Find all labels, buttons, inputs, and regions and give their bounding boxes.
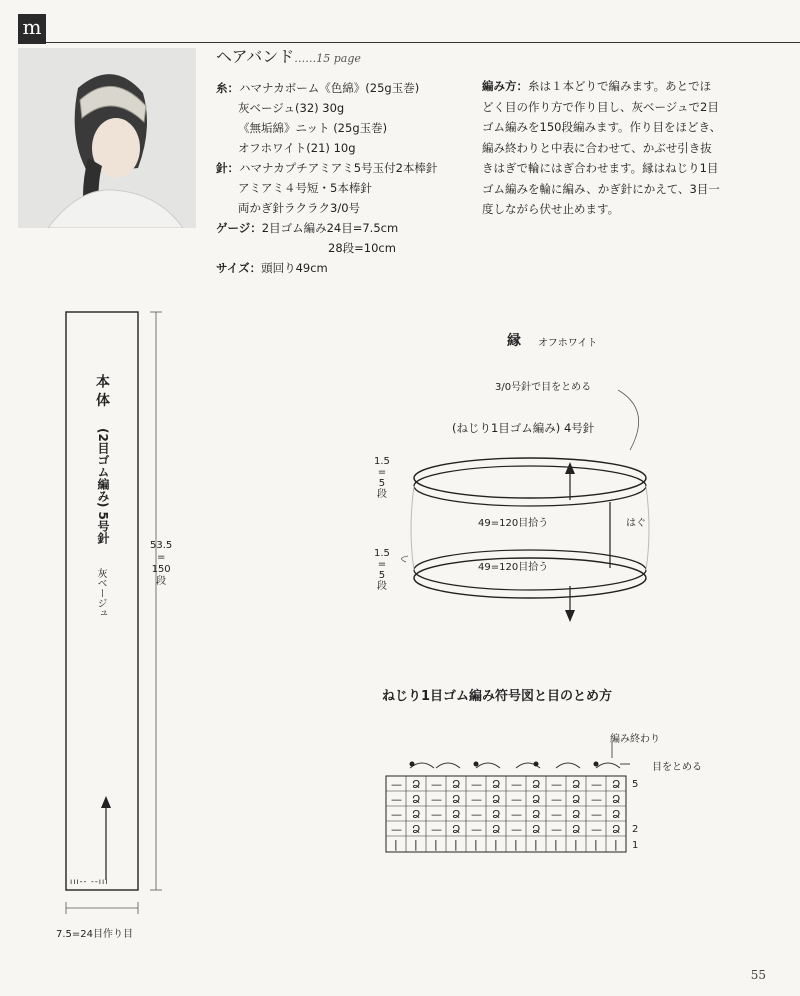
stitch-chart <box>380 740 660 860</box>
edge-stitch-label: (ねじり1目ゴム編み) 4号針 <box>452 421 595 435</box>
leader-line <box>618 390 639 450</box>
svg-text:Ձ: Ձ <box>572 823 581 836</box>
gauge-label: ゲージ： <box>216 221 262 235</box>
bottom-band-unit: 段 <box>376 581 387 592</box>
svg-text:Ձ: Ձ <box>412 808 421 821</box>
svg-text:—: — <box>431 808 442 821</box>
pickup-top-label: 49=120目拾う <box>478 518 549 529</box>
page-number: 55 <box>750 968 766 982</box>
svg-text:|: | <box>614 838 618 851</box>
svg-text:Ձ: Ձ <box>532 808 541 821</box>
top-band-cm: 1.5 <box>374 456 390 467</box>
header-rule <box>46 42 800 43</box>
svg-text:—: — <box>471 808 482 821</box>
svg-text:—: — <box>431 823 442 836</box>
body-height-label <box>150 540 172 588</box>
yarn-line-1: ハマナカボーム《色綿》(25g玉巻) <box>239 81 420 95</box>
svg-text:—: — <box>591 793 602 806</box>
bottom-band-dimension <box>374 548 390 592</box>
svg-text:—: — <box>551 793 562 806</box>
edge-title: 縁 <box>507 333 521 349</box>
size-value: 頭回り49cm <box>261 261 328 275</box>
svg-text:Ձ: Ձ <box>412 793 421 806</box>
svg-text:|: | <box>554 838 558 851</box>
yarn-line-4: オフホワイト(21) 10g <box>238 141 356 155</box>
top-band-rows: 5 <box>378 478 386 489</box>
svg-text:Ձ: Ձ <box>492 793 501 806</box>
yarn-line-2: 灰ベージュ(32) 30g <box>238 101 345 115</box>
top-band-outer <box>414 458 646 498</box>
svg-text:|: | <box>454 838 458 851</box>
svg-text:—: — <box>551 808 562 821</box>
svg-text:|: | <box>474 838 478 851</box>
svg-text:Ձ: Ձ <box>412 778 421 791</box>
svg-text:Ձ: Ձ <box>452 793 461 806</box>
body-height-cm: 53.5 <box>150 540 173 551</box>
svg-text:Ձ: Ձ <box>532 823 541 836</box>
spec-block <box>216 78 437 278</box>
svg-text:—: — <box>391 823 402 836</box>
svg-text:|: | <box>534 838 538 851</box>
svg-text:Ձ: Ձ <box>492 823 501 836</box>
method-text: 糸は１本どりで編みます。あとでほどく目の作り方で作り目し、灰ベージュで2目ゴム編みを150段編みます。作り目をほどき、編み終わりと中表に合わせて、かぶせ引き抜きはぎで輪にはぎ合わせます。縁はねじり1目ゴム編みを輪に編み、かぎ針にかえて、3目一度しながら伏せ止めます。 <box>482 79 722 216</box>
section-badge: m <box>18 14 46 44</box>
svg-text:Ձ: Ձ <box>452 778 461 791</box>
svg-text:Ձ: Ձ <box>572 808 581 821</box>
chart-row-label-5: 5 <box>632 779 639 790</box>
svg-text:Ձ: Ձ <box>572 793 581 806</box>
svg-text:|: | <box>514 838 518 851</box>
bottom-band-eq: = <box>377 559 387 570</box>
body-subtitle: (2目ゴム編み) 5号針 <box>96 428 110 544</box>
method-block <box>482 76 722 220</box>
needle-label: 針： <box>216 161 239 175</box>
svg-text:Ձ: Ձ <box>532 793 541 806</box>
svg-text:Ձ: Ձ <box>532 778 541 791</box>
top-band-inner <box>414 466 646 506</box>
photo-illustration <box>18 48 196 228</box>
chart-title: ねじり1目ゴム編み符号図と目のとめ方 <box>382 689 613 704</box>
svg-text:—: — <box>391 808 402 821</box>
svg-text:—: — <box>511 793 522 806</box>
cast-on-marker: ııı-- --ııı <box>70 877 109 886</box>
needle-line-1: ハマナカプチアミアミ5号玉付2本棒針 <box>239 161 438 175</box>
method-label: 編み方： <box>482 79 528 93</box>
yarn-line-3: 《無垢綿》ニット (25g玉巻) <box>238 121 388 135</box>
svg-text:—: — <box>591 808 602 821</box>
svg-text:Ձ: Ձ <box>492 808 501 821</box>
needle-line-3: 両かぎ針ラクラク3/0号 <box>238 201 361 215</box>
body-rows-unit: 段 <box>156 576 167 587</box>
svg-text:—: — <box>431 778 442 791</box>
svg-text:|: | <box>394 838 398 851</box>
top-band-eq: = <box>377 467 387 478</box>
svg-text:—: — <box>591 823 602 836</box>
svg-text:|: | <box>594 838 598 851</box>
svg-text:Ձ: Ձ <box>612 808 621 821</box>
chart-grid-lines <box>386 776 626 852</box>
svg-text:—: — <box>591 778 602 791</box>
body-color: 灰ベージュ <box>95 568 106 618</box>
svg-text:—: — <box>551 778 562 791</box>
bind-off-symbols <box>410 742 631 768</box>
page-reference: ……15 page <box>294 52 361 65</box>
svg-text:|: | <box>434 838 438 851</box>
edge-diagram <box>360 390 660 630</box>
svg-text:Ձ: Ձ <box>612 793 621 806</box>
model-photo <box>18 48 196 228</box>
svg-text:Ձ: Ձ <box>612 778 621 791</box>
seam-label: はぐ <box>626 518 646 529</box>
svg-text:—: — <box>471 823 482 836</box>
gauge-line-1: 2目ゴム編み24目=7.5cm <box>261 221 399 235</box>
svg-text:Ձ: Ձ <box>612 823 621 836</box>
pickup-bottom-label: 49=120目拾う <box>478 562 549 573</box>
svg-text:|: | <box>414 838 418 851</box>
cast-on-label: 7.5=24目作り目 <box>56 929 134 940</box>
svg-text:—: — <box>551 823 562 836</box>
bottom-band-cm: 1.5 <box>374 548 390 559</box>
body-height-eq: = <box>156 552 166 563</box>
size-label: サイズ： <box>216 261 262 275</box>
needle-line-2: アミアミ４号短・5本棒針 <box>238 181 372 195</box>
svg-text:—: — <box>511 808 522 821</box>
chart-row-label-2: 2 <box>632 824 639 835</box>
svg-text:—: — <box>511 778 522 791</box>
body-title: 本 体 <box>94 374 110 407</box>
svg-text:—: — <box>391 793 402 806</box>
svg-text:—: — <box>391 778 402 791</box>
svg-text:Ձ: Ձ <box>412 823 421 836</box>
svg-text:Ձ: Ձ <box>452 823 461 836</box>
top-band-unit: 段 <box>376 489 387 500</box>
edge-bind-off-label: 3/0号針で目をとめる <box>495 382 592 393</box>
svg-text:Ձ: Ձ <box>452 808 461 821</box>
top-band-dimension <box>374 456 390 500</box>
edge-color: オフホワイト <box>538 338 598 349</box>
svg-text:—: — <box>511 823 522 836</box>
svg-text:|: | <box>494 838 498 851</box>
gauge-line-2: 28段=10cm <box>328 241 396 255</box>
chart-end-label: 編み終わり <box>610 734 660 745</box>
yarn-label: 糸： <box>216 81 239 95</box>
svg-text:Ձ: Ձ <box>492 778 501 791</box>
svg-text:—: — <box>471 793 482 806</box>
svg-text:—: — <box>431 793 442 806</box>
chart-bind-label: 目をとめる <box>652 762 702 773</box>
bottom-band-rows: 5 <box>378 570 386 581</box>
body-height-rows: 150 <box>151 564 171 575</box>
svg-text:|: | <box>574 838 578 851</box>
svg-text:—: — <box>471 778 482 791</box>
svg-text:Ձ: Ձ <box>572 778 581 791</box>
chart-row-label-1: 1 <box>632 840 639 851</box>
pattern-title <box>216 44 361 67</box>
title-text: ヘアバンド <box>216 47 295 66</box>
